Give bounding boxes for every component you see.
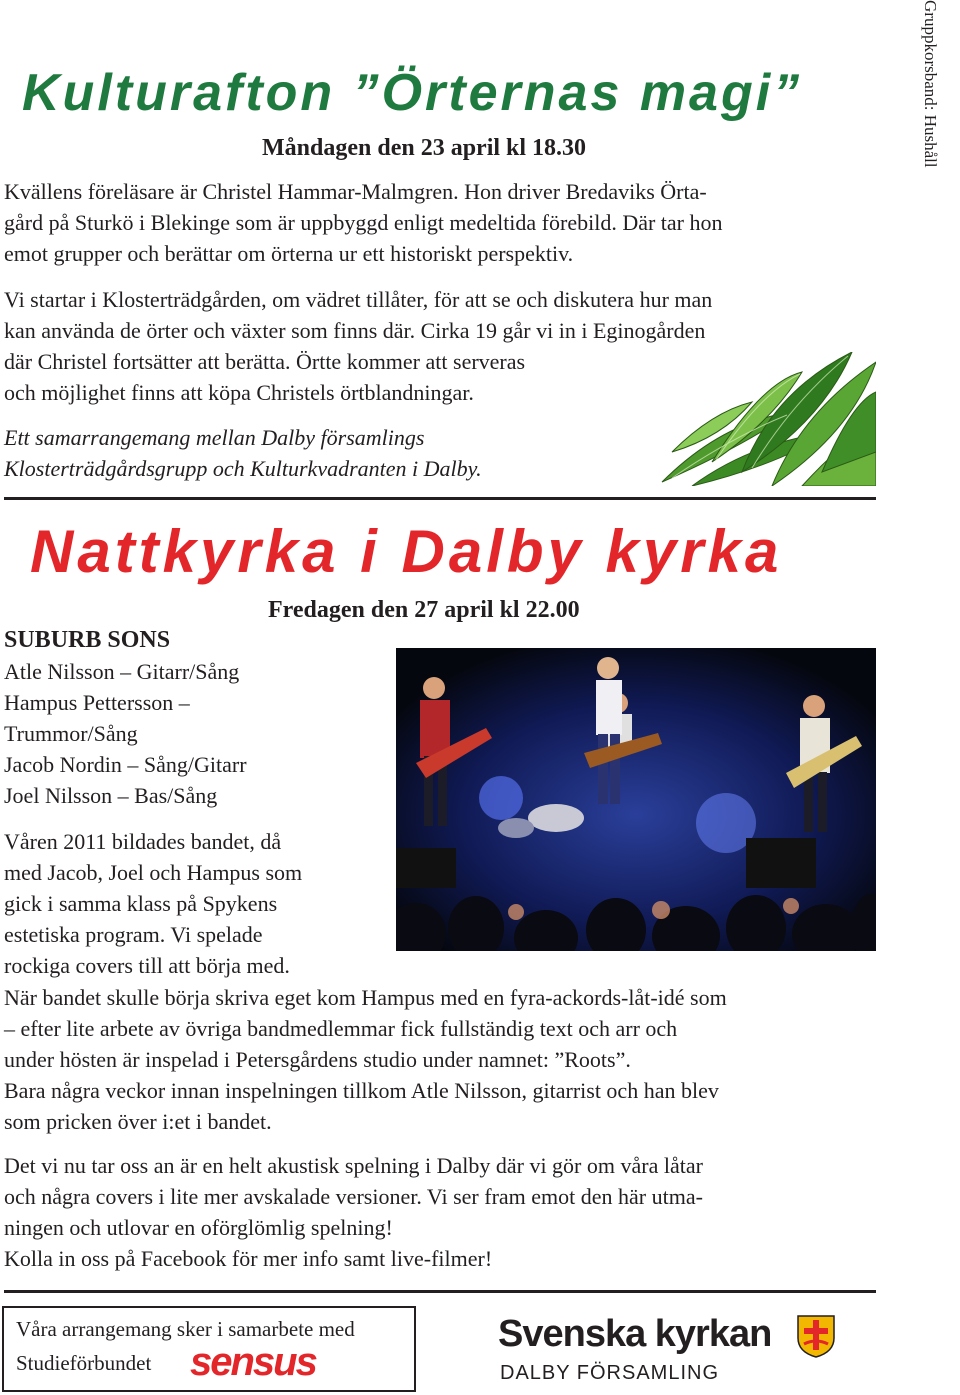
- text-line: estetiska program. Vi spelade: [4, 922, 263, 947]
- text-line: emot grupper och berättar om örterna ur ett historiskt perspektiv.: [4, 241, 574, 266]
- partner-label: Studieförbundet: [16, 1351, 152, 1375]
- text-line: När bandet skulle börja skriva eget kom Hampus med en fyra-ackords-låt-idé som: [4, 985, 727, 1010]
- event1-date: Måndagen den 23 april kl 18.30: [262, 135, 587, 161]
- herb-leaves-image: [652, 352, 876, 486]
- text-line: gick i samma klass på Spykens: [4, 891, 278, 916]
- text-line: Vi startar i Klosterträdgården, om vädret tillåter, för att se och diskutera hur man: [4, 287, 713, 312]
- band-closing-paragraph: [4, 1150, 874, 1274]
- text-line: med Jacob, Joel och Hampus som: [4, 860, 303, 885]
- sidebar-label: Gruppkorsband: Hushåll: [921, 0, 940, 168]
- text-line: Bara några veckor innan inspelningen tillkom Atle Nilsson, gitarrist och han blev: [4, 1078, 719, 1103]
- band-members-list: [4, 656, 384, 811]
- church-crest-icon: [796, 1314, 836, 1358]
- text-line: som pricken över i:et i bandet.: [4, 1109, 272, 1134]
- list-item: Hampus Pettersson –: [4, 690, 190, 715]
- section-divider: [4, 497, 876, 500]
- event1-intro-paragraph: [4, 176, 874, 269]
- sensus-logo: sensus: [190, 1340, 316, 1384]
- text-line: Det vi nu tar oss an är en helt akustisk spelning i Dalby där vi gör om våra låtar: [4, 1153, 703, 1178]
- text-line: Kvällens föreläsare är Christel Hammar-Malmgren. Hon driver Bredaviks Örta-: [4, 179, 707, 204]
- text-line: Våren 2011 bildades bandet, då: [4, 829, 282, 854]
- text-line: där Christel fortsätter att berätta. Örtte kommer att serveras: [4, 349, 526, 374]
- list-item: Atle Nilsson – Gitarr/Sång: [4, 659, 240, 684]
- text-line: under hösten är inspelad i Petersgårdens studio under namnet: ”Roots”.: [4, 1047, 631, 1072]
- text-line: Klosterträdgårdsgrupp och Kulturkvadranten i Dalby.: [4, 456, 482, 481]
- footer-divider: [4, 1290, 876, 1293]
- list-item: Trummor/Sång: [4, 721, 138, 746]
- text-line: och några covers i lite mer avskalade versioner. Vi ser fram emot den här utma-: [4, 1184, 703, 1209]
- text-line: – efter lite arbete av övriga bandmedlemmar fick fullständig text och arr och: [4, 1016, 678, 1041]
- band-story-short: [4, 826, 394, 981]
- svenska-kyrkan-logo: Svenska kyrkan: [498, 1313, 772, 1355]
- band-story-long: [4, 982, 874, 1137]
- text-line: gård på Sturkö i Blekinge som är uppbyggd enligt medeltida förebild. Där tar hon: [4, 210, 723, 235]
- text-line: kan använda de örter och växter som finns där. Cirka 19 går vi in i Eginogården: [4, 318, 706, 343]
- list-item: Jacob Nordin – Sång/Gitarr: [4, 752, 247, 777]
- parish-name: DALBY FÖRSAMLING: [500, 1362, 720, 1384]
- text-line: rockiga covers till att börja med.: [4, 953, 290, 978]
- text-line: och möjlighet finns att köpa Christels örtblandningar.: [4, 380, 474, 405]
- event2-title: Nattkyrka i Dalby kyrka: [30, 518, 783, 585]
- partner-text: Våra arrangemang sker i samarbete med: [16, 1317, 355, 1341]
- text-line: Kolla in oss på Facebook för mer info samt live-filmer!: [4, 1246, 493, 1271]
- band-photo: [396, 648, 876, 951]
- event2-date: Fredagen den 27 april kl 22.00: [268, 597, 580, 623]
- text-line: Ett samarrangemang mellan Dalby församlings: [4, 425, 425, 450]
- event1-title: Kulturafton ”Örternas magi”: [22, 64, 803, 122]
- band-name: SUBURB SONS: [4, 627, 171, 653]
- text-line: ningen och utlovar en oförglömlig spelning!: [4, 1215, 393, 1240]
- list-item: Joel Nilsson – Bas/Sång: [4, 783, 218, 808]
